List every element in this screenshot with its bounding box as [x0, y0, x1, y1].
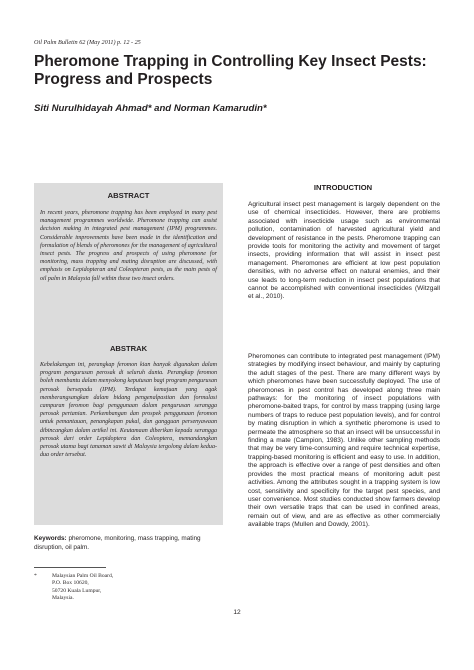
abstract-box [34, 183, 223, 525]
footnote-line: Malaysian Palm Oil Board, [52, 573, 114, 579]
footnote-mark: * [34, 573, 37, 579]
page-number: 12 [233, 609, 241, 616]
abstract-heading: ABSTRACT [107, 191, 150, 200]
introduction-paragraph-1: Agricultural insect pest management is largely dependent on the use of chemical insecticides. However, there are problems associated with insecticide usage such as environmental pollution, contamination of harvested agricultural yield and development of resistance in the pests. Pheromone trapping can provide tools for monitoring the activity and movement of target insects, providing information that will assist in insect pest management. Pheromones are efficient at low pest population densities, with no adverse effect on natural enemies, and their use leads to long-term reduction in insect pest populations that cannot be accomplished with conventional insecticides (Witzgall et al., 2010). [248, 201, 440, 301]
abstrak-text: Kebelakangan ini, perangkap feromon kian banyak digunakan dalam program pengurusan perosak di seluruh dunia. Perangkap feromon boleh membantu dalam menyokong keputusan bagi program pengurusan perosak bersepadu (IPM). Terdapat kemajuan yang agak memberangsangkan dalam bidang pengenalpastian dan formulasi campuran feromon bagi penggunaan dalam pengurusan serangga perosak pertanian. Perkembangan dan prospek penggunaan feromon untuk pemantauan, penangkapan pukal, dan gangguan persenyawaan dibincangkan dalam artikel ini. Keutamaan diberikan kepada serangga perosak dari order Lepidoptera dan Coleoptera, memandangkan perosak utama bagi tanaman sawit di Malaysia tergolong dalam kedua-dua order tersebut. [40, 362, 217, 459]
footnote-line: P.O. Box 10620, [52, 580, 89, 587]
footnote-line: Malaysia. [52, 595, 74, 602]
journal-citation: Oil Palm Bulletin 62 (May 2011) p. 12 - 25 [34, 39, 141, 46]
abstract-text: In recent years, pheromone trapping has been employed in many pest management programmes worldwide. Pheromone trapping can assist decision making in integrated pest management (IPM) programmes. Considerable improvements have been made in the identification and formulation of blends of pheromones for the management of agricultural insect pests. The progress and prospects of using pheromone for monitoring, mass trapping and mating disruption are discussed, with emphasis on Lepidopteran and Coleopteran pests, as the main pests of oil palm in Malaysia fall within these two insect orders. [40, 210, 217, 282]
article-title: Pheromone Trapping in Controlling Key Insect Pests: Progress and Prospects [34, 53, 427, 88]
keywords-text: pheromone, monitoring, mass trapping, mating disruption, oil palm. [34, 535, 201, 551]
footnote-divider [34, 567, 106, 568]
introduction-paragraph-2: Pheromones can contribute to integrated pest management (IPM) strategies by modifying insect behaviour, and mainly by capturing the adult stages of the pest. There are many different ways by which pheromones have been successfully deployed. The use of pheromones in pest control has developed along three main pathways: for the monitoring of insect populations with pheromone-baited traps, for control by mass trapping (using large numbers of traps to reduce pest population levels), and for control by mating disruption in which a synthetic pheromone is used to permeate the atmosphere so that an insect will be unsuccessful in finding a mate (Campion, 1983). Unlike other sampling methods that may be very time-consuming and require technical expertise, trapping-based monitoring is efficient and easy to use. In addition, the approach is effective over a range of pest densities and often provides the most practical means of monitoring adult pest activities. Among the attributes sought in a trapping system is low cost, sensitivity and specificity for the target pest species, and user convenience. Most studies conducted show farmers develop their own versatile traps that can be used in confined areas, remain out of view, and are as effective as other commercially available traps (Mullen and Dowdy, 2001). [248, 353, 440, 529]
abstrak-heading: ABSTRAK [109, 344, 148, 353]
introduction-heading: INTRODUCTION [313, 183, 373, 192]
keywords-label: Keywords: [34, 535, 67, 542]
article-authors: Siti Nurulhidayah Ahmad* and Norman Kamarudin* [34, 103, 267, 114]
footnote-line: 50720 Kuala Lumpur, [52, 587, 102, 594]
keywords [34, 535, 224, 552]
